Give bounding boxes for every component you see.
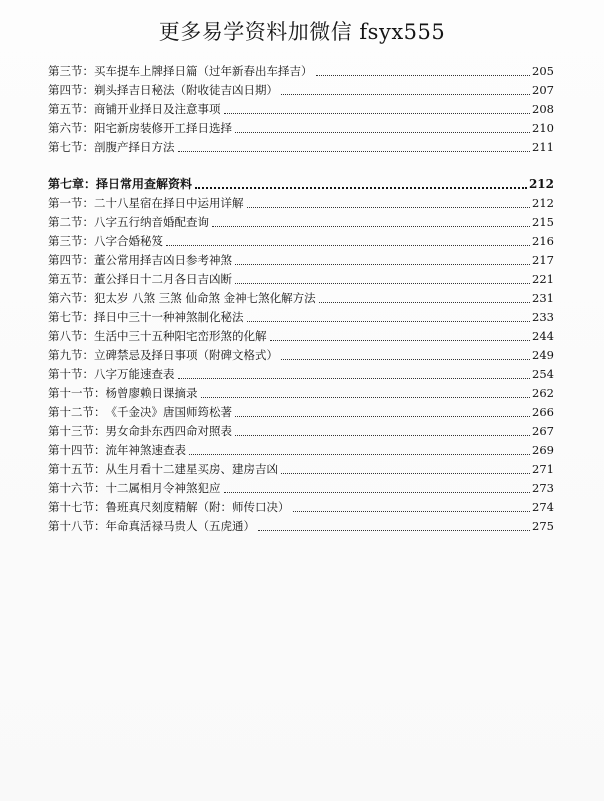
entry-page-number: 233 (532, 310, 554, 324)
dot-leader (178, 150, 531, 152)
entry-page-number: 266 (532, 405, 554, 419)
entry-page-number: 215 (532, 215, 554, 229)
dot-leader (224, 112, 531, 114)
entry-page-number: 217 (532, 253, 554, 267)
entry-page-number: 216 (532, 234, 554, 248)
dot-leader (189, 453, 530, 455)
entry-title: 二十八星宿在择日中运用详解 (94, 196, 244, 210)
toc-section-list (48, 62, 554, 157)
entry-label: 第十五节： (48, 462, 106, 476)
dot-leader (235, 415, 530, 417)
entry-title: 立碑禁忌及择日事项（附碑文格式） (94, 348, 278, 362)
entry-title: 八字五行纳音婚配查询 (94, 215, 209, 229)
entry-page-number: 205 (532, 64, 554, 78)
dot-leader (281, 358, 530, 360)
dot-leader (293, 510, 531, 512)
toc-entry[interactable] (48, 441, 554, 460)
entry-label: 第十六节： (48, 481, 106, 495)
toc-entry[interactable] (48, 213, 554, 232)
entry-label: 第五节： (48, 102, 94, 116)
entry-title: 年命真活禄马贵人（五虎通） (105, 519, 255, 533)
entry-page-number: 231 (532, 291, 554, 305)
toc-entry[interactable] (48, 270, 554, 289)
entry-page-number: 208 (532, 102, 554, 116)
entry-label: 第十节： (48, 367, 94, 381)
entry-label: 第十四节： (48, 443, 106, 457)
toc-entry[interactable] (48, 194, 554, 213)
entry-title: 买车提车上牌择日篇（过年新春出车择吉） (94, 64, 313, 78)
entry-label: 第四节： (48, 253, 94, 267)
entry-page-number: 221 (532, 272, 554, 286)
section-gap (48, 157, 554, 175)
dot-leader (195, 186, 527, 189)
dot-leader (258, 529, 530, 531)
entry-title: 董公择日十二月各日吉凶断 (94, 272, 232, 286)
toc-entry[interactable] (48, 138, 554, 157)
entry-label: 第六节： (48, 291, 94, 305)
dot-leader (270, 339, 531, 341)
entry-label: 第六节： (48, 121, 94, 135)
dot-leader (235, 434, 530, 436)
entry-label: 第八节： (48, 329, 94, 343)
entry-label: 第十三节： (48, 424, 106, 438)
entry-label: 第九节： (48, 348, 94, 362)
toc-entry[interactable] (48, 422, 554, 441)
entry-label: 第十七节： (48, 500, 106, 514)
toc-chapter-sections (48, 194, 554, 536)
entry-page-number: 210 (532, 121, 554, 135)
entry-label: 第十一节： (48, 386, 106, 400)
dot-leader (281, 93, 530, 95)
chapter-page-number: 212 (528, 177, 554, 191)
toc-entry[interactable] (48, 517, 554, 536)
entry-page-number: 212 (532, 196, 554, 210)
page-header-title: 更多易学资料加微信 fsyx555 (158, 20, 446, 44)
entry-page-number: 275 (532, 519, 554, 533)
entry-title: 八字合婚秘笈 (94, 234, 163, 248)
entry-title: 阳宅新房装修开工择日选择 (94, 121, 232, 135)
toc-entry[interactable] (48, 81, 554, 100)
toc-entry[interactable] (48, 346, 554, 365)
dot-leader (212, 225, 530, 227)
entry-title: 生活中三十五种阳宅峦形煞的化解 (94, 329, 267, 343)
chapter-title: 择日常用查解资料 (96, 177, 193, 191)
dot-leader (235, 131, 530, 133)
entry-title: 剖腹产择日方法 (94, 140, 175, 154)
entry-page-number: 211 (532, 140, 554, 154)
dot-leader (235, 282, 530, 284)
entry-page-number: 207 (532, 83, 554, 97)
entry-title: 杨曾廖赖日课摘录 (105, 386, 198, 400)
entry-title: 男女命卦东西四命对照表 (105, 424, 232, 438)
dot-leader (247, 320, 531, 322)
entry-label: 第一节： (48, 196, 94, 210)
toc-entry[interactable] (48, 232, 554, 251)
dot-leader (319, 301, 530, 303)
dot-leader (316, 74, 531, 76)
toc-entry[interactable] (48, 479, 554, 498)
entry-label: 第四节： (48, 83, 94, 97)
dot-leader (247, 206, 531, 208)
entry-page-number: 271 (532, 462, 554, 476)
entry-page-number: 269 (532, 443, 554, 457)
entry-title: 十二属相月令神煞犯应 (105, 481, 221, 495)
toc-entry[interactable] (48, 289, 554, 308)
entry-label: 第十二节： (48, 405, 106, 419)
entry-label: 第七节： (48, 310, 94, 324)
entry-title: 鲁班真尺刻度精解（附：师传口决） (105, 500, 290, 514)
toc-entry[interactable] (48, 308, 554, 327)
dot-leader (224, 491, 531, 493)
toc-entry[interactable] (48, 403, 554, 422)
entry-page-number: 244 (532, 329, 554, 343)
entry-title: 剃头择吉日秘法（附收徒吉凶日期） (94, 83, 278, 97)
entry-title: 八字万能速查表 (94, 367, 175, 381)
toc-entry[interactable] (48, 327, 554, 346)
toc-entry[interactable] (48, 251, 554, 270)
dot-leader (201, 396, 531, 398)
entry-title: 《千金决》唐国师筠松著 (105, 405, 232, 419)
entry-label: 第五节： (48, 272, 94, 286)
entry-page-number: 249 (532, 348, 554, 362)
dot-leader (281, 472, 530, 474)
toc-entry[interactable] (48, 460, 554, 479)
entry-title: 从生月看十二建星买房、建房吉凶 (105, 462, 278, 476)
entry-label: 第七节： (48, 140, 94, 154)
entry-title: 董公常用择吉凶日参考神煞 (94, 253, 232, 267)
toc-entry[interactable] (48, 365, 554, 384)
dot-leader (166, 244, 530, 246)
entry-label: 第三节： (48, 234, 94, 248)
chapter-label: 第七章： (48, 177, 97, 191)
entry-label: 第三节： (48, 64, 94, 78)
entry-page-number: 262 (532, 386, 554, 400)
toc-entry[interactable] (48, 384, 554, 403)
dot-leader (178, 377, 531, 379)
toc-entry[interactable] (48, 498, 554, 517)
entry-page-number: 267 (532, 424, 554, 438)
table-of-contents (48, 62, 554, 536)
entry-title: 择日中三十一种神煞制化秘法 (94, 310, 244, 324)
entry-page-number: 254 (532, 367, 554, 381)
toc-entry[interactable] (48, 100, 554, 119)
entry-page-number: 273 (532, 481, 554, 495)
entry-title: 犯太岁 八煞 三煞 仙命煞 金神七煞化解方法 (94, 291, 316, 305)
entry-title: 流年神煞速查表 (105, 443, 186, 457)
chapter-heading[interactable] (48, 175, 554, 194)
entry-title: 商铺开业择日及注意事项 (94, 102, 221, 116)
toc-entry[interactable] (48, 119, 554, 138)
toc-entry[interactable] (48, 62, 554, 81)
entry-label: 第二节： (48, 215, 94, 229)
entry-page-number: 274 (532, 500, 554, 514)
entry-label: 第十八节： (48, 519, 106, 533)
dot-leader (235, 263, 530, 265)
